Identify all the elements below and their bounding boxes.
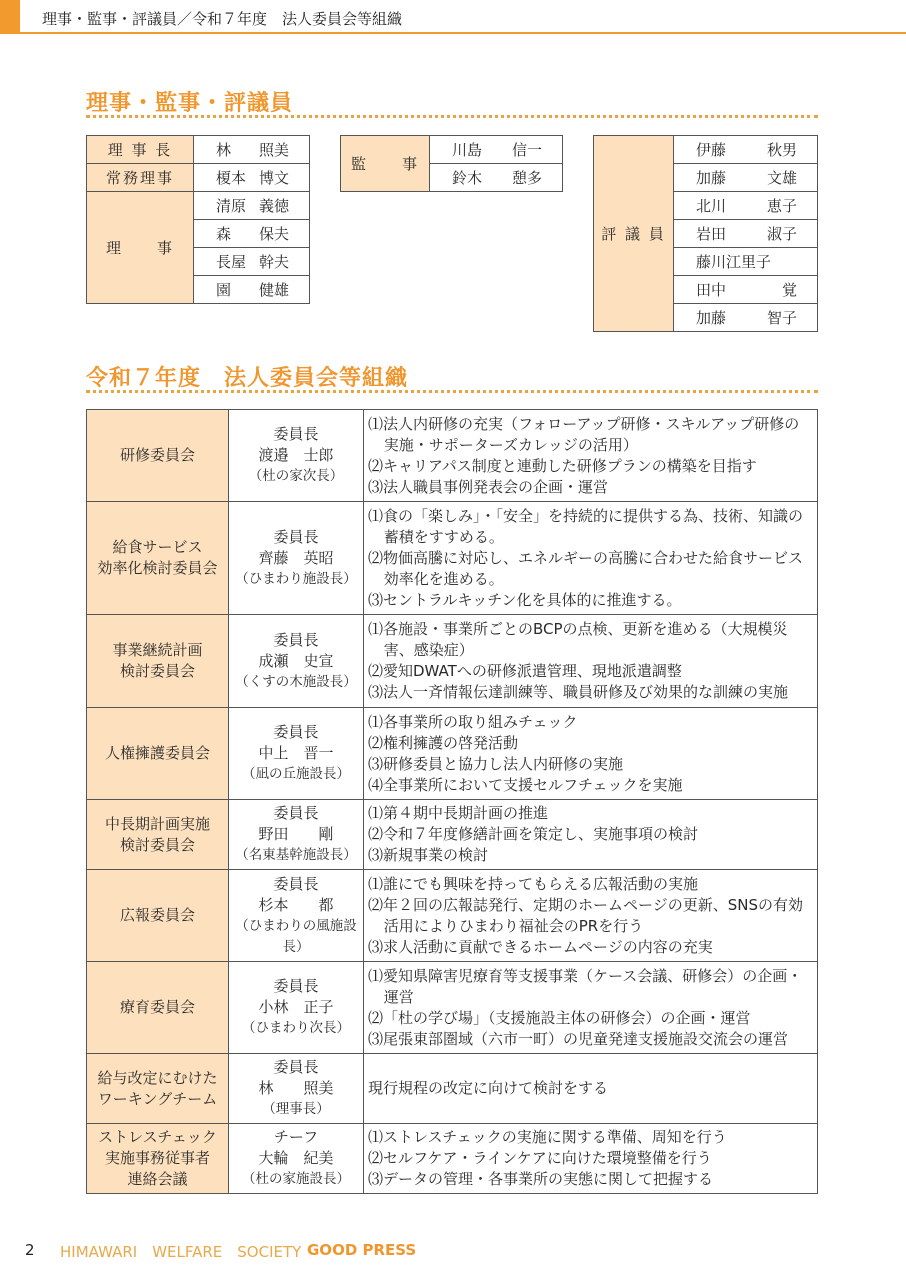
given-name: 信一: [511, 141, 542, 159]
committee-name: [87, 1124, 229, 1194]
committee-row: [87, 1124, 818, 1194]
committees-table: [86, 409, 818, 1194]
committee-leader: [229, 410, 364, 502]
activity-item: ⑴各施設・事業所ごとのBCPの点検、更新を進める（大規模災害、感染症）: [368, 620, 788, 659]
committee-name: [87, 800, 229, 870]
family-name: 伊藤: [695, 141, 726, 159]
activity-item: 現行規程の改定に向けて検討をする: [368, 1079, 609, 1097]
leader-position: （くすの木施設長）: [235, 673, 357, 690]
committee-name-line: 中長期計画実施: [104, 814, 210, 833]
leader-name: 小林 正子: [258, 998, 334, 1016]
activity-item: ⑶新規事業の検討: [368, 846, 489, 864]
leader-role: 委員長: [273, 804, 319, 822]
given-name: 照美: [258, 141, 289, 159]
person-name: [194, 167, 309, 188]
committee-row: [87, 502, 818, 615]
leader-role: 委員長: [273, 977, 319, 995]
leader-name: 齊藤 英昭: [258, 548, 334, 567]
member-row: [594, 136, 818, 164]
family-name: 川島: [452, 141, 483, 159]
leader-name: 杉本 都: [258, 895, 334, 914]
committee-name-line: 広報委員会: [119, 906, 195, 924]
person-name: [194, 223, 309, 244]
leader-position: （凪の丘施設長）: [242, 766, 350, 782]
footer-org: HIMAWARI WELFARE SOCIETY: [60, 1243, 302, 1261]
committee-row: [87, 615, 818, 708]
committee-activities: [364, 1054, 818, 1124]
leader-name: 野田 剛: [258, 825, 334, 843]
given-name: 義徳: [258, 197, 289, 215]
leader-name: 成瀬 史宣: [258, 651, 334, 670]
committee-name-line: 給与改定にむけた: [97, 1068, 218, 1087]
directors-table: [86, 135, 310, 304]
activity-item: ⑴食の「楽しみ」・「安全」を持続的に提供する為、技術、知識の蓄積をすすめる。: [368, 506, 804, 546]
committee-name: [87, 410, 229, 502]
leader-role: チーフ: [273, 1128, 319, 1146]
committee-leader: [229, 502, 364, 615]
leader-name: 中上 晋一: [258, 744, 334, 762]
family-name: 林: [216, 141, 232, 159]
activity-item: ⑵年２回の広報誌発行、定期のホームページの更新、SNSの有効活用によりひまわり福祉会のPRを行う: [368, 895, 803, 935]
committee-activities: [364, 800, 818, 870]
page-number: 2: [25, 1241, 35, 1259]
committee-name: [87, 708, 229, 800]
leader-position: （ひまわり施設長）: [235, 570, 357, 587]
person-name: [430, 139, 562, 160]
member-row: [87, 192, 310, 220]
activity-item: ⑶研修委員と協力し法人内研修の実施: [368, 754, 624, 773]
activity-item: ⑴各事業所の取り組みチェック: [368, 712, 578, 731]
committee-activities: [364, 502, 818, 615]
family-name: 加藤: [695, 309, 726, 327]
person-name: [194, 279, 309, 300]
committee-activities: [364, 1124, 818, 1194]
activity-item: ⑴法人内研修の充実（フォローアップ研修・スキルアップ研修の実施・サポーターズカレッジの活用）: [368, 414, 800, 454]
family-name: 田中: [695, 281, 726, 299]
auditors-table: [340, 135, 563, 192]
person-name: [194, 251, 309, 272]
committee-row: [87, 870, 818, 962]
given-name: 恵子: [766, 197, 797, 215]
committee-row: [87, 800, 818, 870]
section-title-board: 理事・監事・評議員: [86, 91, 294, 116]
leader-role: 委員長: [273, 874, 319, 893]
committee-leader: [229, 962, 364, 1054]
given-name: 秋男: [766, 141, 797, 159]
committee-leader: [229, 1054, 364, 1124]
given-name: 文雄: [766, 169, 797, 187]
activity-item: ⑴愛知県障害児療育等支援事業（ケース会議、研修会）の企画・運営: [368, 966, 803, 1006]
family-name: 森: [216, 225, 232, 243]
page-header-title: 理事・監事・評議員／令和７年度 法人委員会等組織: [42, 10, 403, 28]
committee-row: [87, 708, 818, 800]
section-title-committees: 令和７年度 法人委員会等組織: [86, 366, 409, 391]
councilors-table: [593, 135, 818, 332]
person-name: [674, 251, 817, 272]
committee-activities: [364, 410, 818, 502]
committee-name-line: 給食サービス: [112, 538, 203, 556]
activity-item: ⑵キャリアパス制度と連動した研修プランの構築を目指す: [368, 456, 757, 475]
committee-name-line: ストレスチェック: [98, 1128, 217, 1146]
committee-row: [87, 962, 818, 1054]
activity-item: ⑴第４期中長期計画の推進: [368, 804, 549, 822]
family-name: 長屋: [216, 253, 247, 271]
person-name: [194, 195, 309, 216]
given-name: 健雄: [258, 281, 289, 299]
person-name: [674, 195, 817, 216]
leader-role: 委員長: [273, 527, 319, 546]
activity-item: ⑵愛知DWATへの研修派遣管理、現地派遣調整: [368, 662, 682, 680]
family-name: 藤川江里子: [695, 253, 771, 271]
person-name: [194, 139, 309, 160]
group-label: 監 事: [341, 136, 430, 192]
leader-position: （ひまわり次長）: [242, 1020, 350, 1036]
person-name: [674, 139, 817, 160]
committee-row: [87, 1054, 818, 1124]
committee-name-line: 検討委員会: [119, 835, 195, 854]
activity-item: ⑶データの管理・各事業所の実態に関して把握する: [368, 1170, 714, 1188]
leader-position: （杜の家次長）: [248, 468, 344, 484]
activity-item: ⑵権利擁護の啓発活動: [368, 733, 519, 752]
footer-brand: GOOD PRESS: [307, 1241, 417, 1259]
leader-position: （理事長）: [262, 1101, 330, 1117]
committee-leader: [229, 708, 364, 800]
leader-name: 大輪 紀美: [258, 1149, 334, 1167]
given-name: 博文: [258, 169, 289, 187]
divider: [86, 390, 818, 393]
activity-item: ⑴誰にでも興味を持ってもらえる広報活動の実施: [368, 874, 699, 893]
committee-name: [87, 1054, 229, 1124]
label-members: 理 事: [87, 192, 194, 304]
leader-name: 林 照美: [258, 1079, 334, 1097]
activity-item: ⑴ストレスチェックの実施に関する準備、周知を行う: [368, 1128, 727, 1146]
committee-activities: [364, 708, 818, 800]
family-name: 榎本: [216, 169, 247, 187]
family-name: 鈴木: [452, 169, 483, 187]
activity-item: ⑶法人職員事例発表会の企画・運営: [368, 477, 609, 496]
label-exec: 常務理事: [87, 164, 194, 192]
committee-leader: [229, 870, 364, 962]
person-name: [674, 279, 817, 300]
committee-activities: [364, 870, 818, 962]
committee-name-line: 連絡会議: [127, 1170, 188, 1188]
committee-name-line: 研修委員会: [119, 446, 195, 464]
committee-leader: [229, 800, 364, 870]
committee-name: [87, 962, 229, 1054]
committee-name-line: 実施事務従事者: [104, 1149, 210, 1167]
committee-name: [87, 615, 229, 708]
committee-name-line: 効率化検討委員会: [97, 559, 218, 577]
activity-item: ⑵令和７年度修繕計画を策定し、実施事項の検討: [368, 825, 699, 843]
given-name: 覚: [781, 281, 797, 299]
activity-item: ⑶求人活動に貢献できるホームページの内容の充実: [368, 937, 713, 956]
person-name: [430, 167, 562, 188]
leader-role: 委員長: [273, 630, 319, 649]
leader-position: （杜の家施設長）: [242, 1171, 350, 1187]
leader-role: 委員長: [273, 425, 319, 443]
activity-item: ⑵セルフケア・ラインケアに向けた環境整備を行う: [368, 1149, 712, 1167]
leader-role: 委員長: [273, 1058, 319, 1076]
family-name: 北川: [695, 197, 726, 215]
committee-name: [87, 870, 229, 962]
group-label: 評 議 員: [594, 136, 674, 332]
committee-name-line: 検討委員会: [119, 662, 195, 680]
label-chair: 理 事 長: [87, 136, 194, 164]
given-name: 保夫: [258, 225, 289, 243]
leader-name: 渡邉 士郎: [258, 446, 334, 464]
given-name: 智子: [766, 309, 797, 327]
given-name: 淑子: [766, 225, 797, 243]
leader-position: （名東基幹施設長）: [235, 847, 357, 863]
committee-name-line: 療育委員会: [119, 998, 195, 1016]
header-rule: [20, 32, 906, 34]
leader-position: （ひまわりの風施設長）: [235, 917, 357, 955]
person-name: [674, 167, 817, 188]
committee-name-line: ワーキングチーム: [97, 1089, 218, 1108]
activity-item: ⑵物価高騰に対応し、エネルギーの高騰に合わせた給食サービス効率化を進める。: [368, 548, 804, 588]
activity-item: ⑶セントラルキッチン化を具体的に推進する。: [368, 590, 682, 609]
committee-name-line: 人権擁護委員会: [104, 744, 210, 762]
family-name: 岩田: [695, 225, 726, 243]
committee-name-line: 事業継続計画: [112, 641, 203, 659]
committee-leader: [229, 1124, 364, 1194]
activity-item: ⑶法人一斉情報伝達訓練等、職員研修及び効果的な訓練の実施: [368, 683, 789, 701]
family-name: 園: [216, 281, 232, 299]
divider: [86, 115, 818, 118]
committee-activities: [364, 615, 818, 708]
given-name: 憩多: [511, 169, 542, 187]
committee-row: [87, 410, 818, 502]
activity-item: ⑶尾張東部圏域（六市一町）の児童発達支援施設交流会の運営: [368, 1029, 789, 1048]
leader-role: 委員長: [273, 723, 319, 741]
given-name: 幹夫: [258, 253, 289, 271]
committee-name: [87, 502, 229, 615]
header-accent: [0, 0, 20, 34]
activity-item: ⑷全事業所において支援セルフチェックを実施: [368, 775, 683, 794]
activity-item: ⑵「杜の学び場」（支援施設主体の研修会）の企画・運営: [368, 1008, 751, 1027]
family-name: 加藤: [695, 169, 726, 187]
committee-leader: [229, 615, 364, 708]
family-name: 清原: [216, 197, 247, 215]
committee-activities: [364, 962, 818, 1054]
person-name: [674, 307, 817, 328]
member-row: [341, 136, 563, 164]
person-name: [674, 223, 817, 244]
